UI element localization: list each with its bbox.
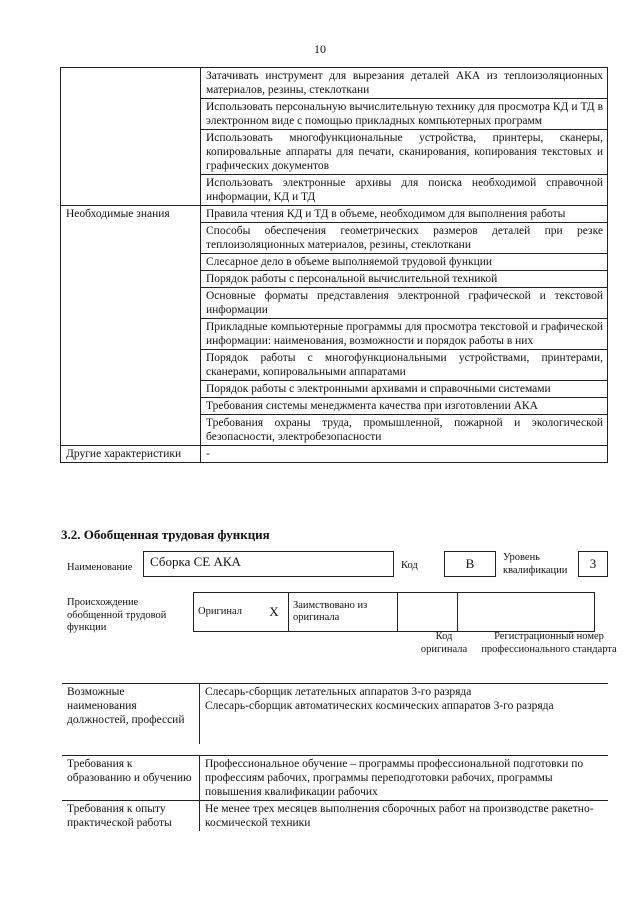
skills-item: Правила чтения КД и ТД в объеме, необходимом для выполнения работы [201,206,608,223]
section-title: 3.2. Обобщенная трудовая функция [61,527,270,542]
skills-item: Использовать многофункциональные устройства, принтеры, сканеры, копировальные аппараты для печати, сканирования, копирования текстовых и графических документов [201,130,608,175]
skills-item: - [201,446,608,463]
code-value: В [465,556,475,571]
position-item: Слесарь-сборщик летательных аппаратов 3-го разряда [205,686,472,698]
skills-item: Порядок работы с электронными архивами и справочными системами [201,381,608,398]
skills-row [61,68,608,99]
skills-item: Порядок работы с персональной вычислительной техникой [201,271,608,288]
skills-item: Требования охраны труда, промышленной, пожарной и экологической безопасности, электробезопасности [201,415,608,446]
skills-row [61,446,608,463]
origin-code-cell [398,593,458,632]
name-value-box [143,551,394,577]
experience-label: Требования к опыту практической работы [62,801,200,832]
skills-table-body [61,68,608,463]
skills-item: Требования системы менеджмента качества при изготовлении АКА [201,398,608,415]
name-value: Сборка СЕ АКА [150,554,241,569]
original-label: Оригинал [194,593,261,632]
original-mark: X [260,593,289,632]
level-value: 3 [589,556,597,571]
education-label: Требования к образованию и обучению [62,756,200,801]
skills-category [61,68,201,206]
reg-number-cell [458,593,595,632]
skills-item: Порядок работы с многофункциональными устройствами, принтерами, сканерами, копировальными аппаратами [201,350,608,381]
skills-item: Слесарное дело в объеме выполняемой трудовой функции [201,254,608,271]
experience-value: Не менее трех месяцев выполнения сборочных работ на производстве ракетно-космической техники [200,801,609,832]
page-number: 10 [314,42,326,56]
code-value-box [444,551,496,577]
origin-code-label: Код оригинала [420,631,468,655]
requirements-table [62,755,608,831]
positions-label: Возможные наименования должностей, профессий [62,684,200,745]
origin-label: Происхождение обобщенной трудовой функции [67,597,167,633]
skills-category: Необходимые знания [61,206,201,446]
skills-row [61,206,608,223]
positions-values [200,684,609,745]
skills-item: Затачивать инструмент для вырезания деталей АКА из теплоизоляционных материалов, резины, стеклоткани [201,68,608,99]
skills-item: Прикладные компьютерные программы для просмотра текстовой и графической информации: наименования, возможности и порядок работы в них [201,319,608,350]
reg-number-label: Регистрационный номер профессионального стандарта [481,631,617,655]
skills-table [60,67,608,463]
origin-table [193,592,595,632]
code-label: Код [401,560,418,571]
education-value: Профессиональное обучение – программы профессиональной подготовки по профессиям рабочих, программы переподготовки рабочих, программы повышения квалификации рабочих [200,756,609,801]
level-value-box [578,551,608,577]
skills-item: Основные форматы представления электронной графической и текстовой информации [201,288,608,319]
borrowed-label: Заимствовано из оригинала [289,593,398,632]
name-label: Наименование [67,562,133,573]
skills-category: Другие характеристики [61,446,201,463]
position-item: Слесарь-сборщик автоматических космических аппаратов 3-го разряда [205,700,554,712]
skills-item: Использовать персональную вычислительную технику для просмотра КД и ТД в электронном виде с помощью прикладных компьютерных программ [201,99,608,130]
skills-item: Способы обеспечения геометрических размеров деталей при резке теплоизоляционных материалов, резины, стеклоткани [201,223,608,254]
skills-item: Использовать электронные архивы для поиска необходимой справочной информации, КД и ТД [201,175,608,206]
positions-table [62,683,608,744]
level-label: Уровень квалификации [503,552,568,576]
